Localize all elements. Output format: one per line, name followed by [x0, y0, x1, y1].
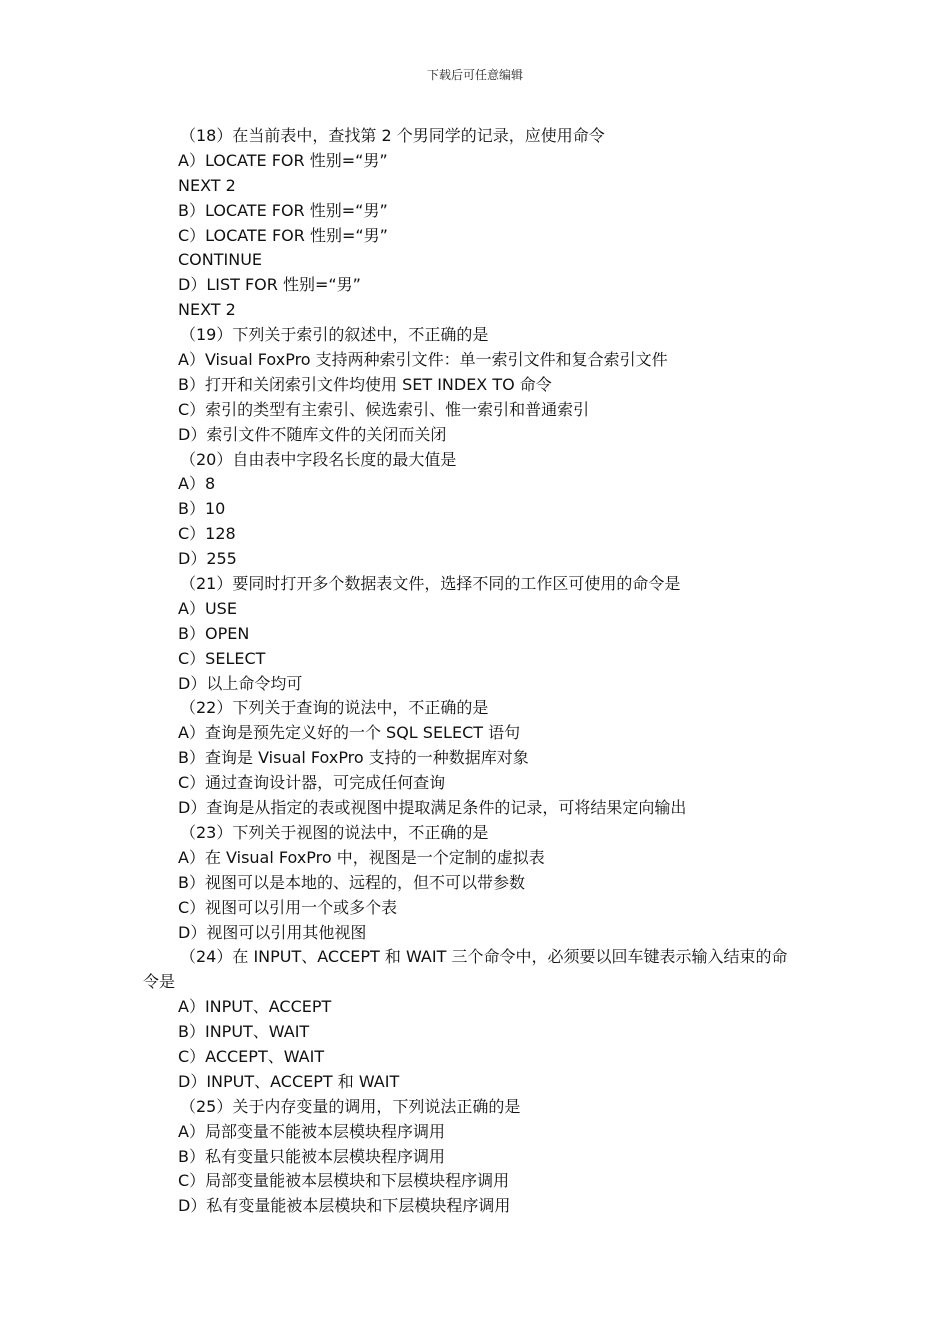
answer-option: C）通过查询设计器，可完成任何查询: [178, 773, 446, 793]
question-stem: （23）下列关于视图的说法中，不正确的是: [180, 822, 489, 842]
answer-option: NEXT 2: [178, 175, 236, 195]
question-stem: （22）下列关于查询的说法中，不正确的是: [180, 698, 489, 718]
answer-option: C）索引的类型有主索引、候选索引、惟一索引和普通索引: [178, 399, 590, 419]
answer-option: D）255: [178, 549, 237, 569]
answer-option: D）索引文件不随库文件的关闭而关闭: [178, 424, 447, 444]
answer-option: A）在 Visual FoxPro 中，视图是一个定制的虚拟表: [178, 847, 545, 867]
answer-option: B）LOCATE FOR 性别=“男”: [178, 200, 388, 220]
answer-option: B）查询是 Visual FoxPro 支持的一种数据库对象: [178, 748, 529, 768]
answer-option: D）INPUT、ACCEPT 和 WAIT: [178, 1071, 400, 1091]
answer-option: D）以上命令均可: [178, 673, 303, 693]
question-stem: （25）关于内存变量的调用，下列说法正确的是: [180, 1096, 521, 1116]
answer-option: C）视图可以引用一个或多个表: [178, 897, 398, 917]
answer-option: C）128: [178, 524, 236, 544]
answer-option: A）Visual FoxPro 支持两种索引文件：单一索引文件和复合索引文件: [178, 350, 668, 370]
question-stem: （20）自由表中字段名长度的最大值是: [180, 449, 457, 469]
question-stem-continuation: 令是: [143, 972, 176, 992]
answer-option: C）SELECT: [178, 648, 266, 668]
answer-option: B）打开和关闭索引文件均使用 SET INDEX TO 命令: [178, 374, 552, 394]
answer-option: A）8: [178, 474, 216, 494]
question-stem: （19）下列关于索引的叙述中，不正确的是: [180, 325, 489, 345]
answer-option: A）LOCATE FOR 性别=“男”: [178, 150, 388, 170]
answer-option: CONTINUE: [178, 250, 263, 270]
answer-option: C）ACCEPT、WAIT: [178, 1046, 325, 1066]
page-header: 下载后可任意编辑: [426, 68, 523, 82]
answer-option: D）私有变量能被本层模块和下层模块程序调用: [178, 1196, 511, 1216]
question-stem: （18）在当前表中，查找第 2 个男同学的记录，应使用命令: [180, 126, 605, 145]
answer-option: B）私有变量只能被本层模块程序调用: [178, 1146, 445, 1166]
answer-option: A）INPUT、ACCEPT: [178, 997, 332, 1017]
answer-option: A）查询是预先定义好的一个 SQL SELECT 语句: [178, 723, 521, 743]
answer-option: C）LOCATE FOR 性别=“男”: [178, 225, 388, 245]
answer-option: C）局部变量能被本层模块和下层模块程序调用: [178, 1171, 510, 1191]
answer-option: D）查询是从指定的表或视图中提取满足条件的记录，可将结果定向输出: [178, 798, 687, 818]
question-stem: （21）要同时打开多个数据表文件，选择不同的工作区可使用的命令是: [180, 574, 681, 594]
answer-option: D）LIST FOR 性别=“男”: [178, 275, 361, 295]
answer-option: NEXT 2: [178, 300, 236, 320]
answer-option: D）视图可以引用其他视图: [178, 922, 367, 942]
answer-option: B）10: [178, 499, 226, 519]
answer-option: B）视图可以是本地的、远程的，但不可以带参数: [178, 872, 525, 892]
answer-option: A）USE: [178, 598, 237, 618]
answer-option: A）局部变量不能被本层模块程序调用: [178, 1121, 445, 1141]
answer-option: B）OPEN: [178, 623, 250, 643]
question-list: [143, 124, 818, 1219]
question-stem: （24）在 INPUT、ACCEPT 和 WAIT 三个命令中，必须要以回车键表示输入结束的命: [180, 947, 788, 967]
answer-option: B）INPUT、WAIT: [178, 1022, 310, 1042]
